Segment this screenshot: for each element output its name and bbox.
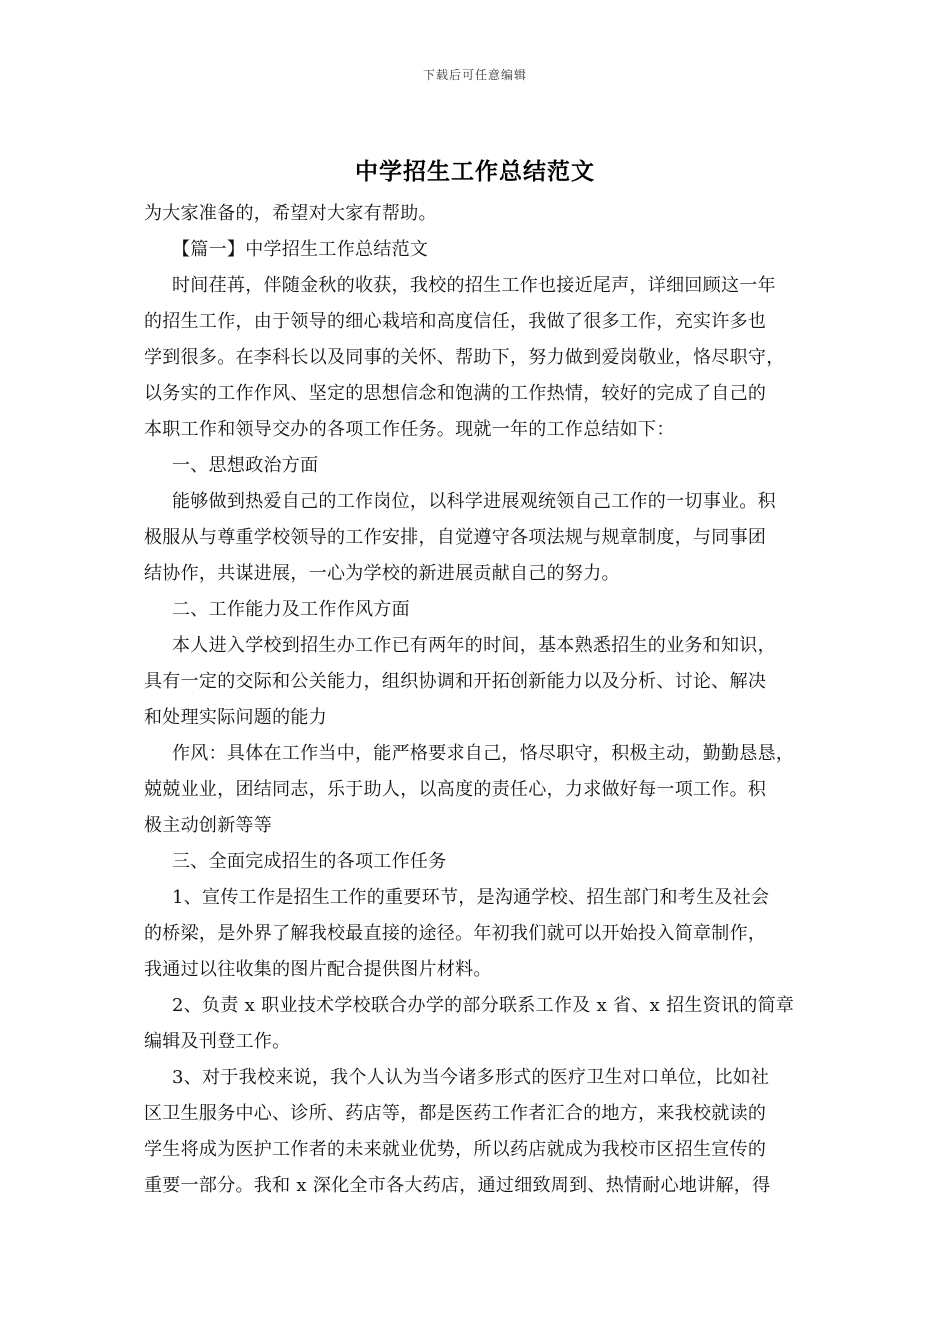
body-line: 的桥梁，是外界了解我校最直接的途径。年初我们就可以开始投入简章制作， <box>144 923 767 944</box>
body-line: 为大家准备的，希望对大家有帮助。 <box>144 203 437 224</box>
body-line: 本职工作和领导交办的各项工作任务。现就一年的工作总结如下： <box>144 419 675 440</box>
body-line: 能够做到热爱自己的工作岗位，以科学进展观统领自己工作的一切事业。积 <box>172 491 776 512</box>
body-line: 重要一部分。我和 x 深化全市各大药店，通过细致周到、热情耐心地讲解，得 <box>144 1175 771 1196</box>
body-line: 1、宣传工作是招生工作的重要环节，是沟通学校、招生部门和考生及社会 <box>172 887 770 908</box>
body-line: 三、全面完成招生的各项工作任务 <box>172 851 447 872</box>
body-line: 二、工作能力及工作作风方面 <box>172 599 410 620</box>
header-note: 下载后可任意编辑 <box>422 68 527 82</box>
body-line: 极服从与尊重学校领导的工作安排，自觉遵守各项法规与规章制度，与同事团 <box>144 527 767 548</box>
body-line: 学到很多。在李科长以及同事的关怀、帮助下，努力做到爱岗敬业，恪尽职守， <box>144 347 785 368</box>
document-title: 中学招生工作总结范文 <box>355 158 595 185</box>
body-line: 具有一定的交际和公关能力，组织协调和开拓创新能力以及分析、讨论、解决 <box>144 671 767 692</box>
body-line: 我通过以往收集的图片配合提供图片材料。 <box>144 959 492 980</box>
body-line: 时间荏苒，伴随金秋的收获，我校的招生工作也接近尾声，详细回顾这一年 <box>172 275 776 296</box>
body-line: 兢兢业业，团结同志，乐于助人，以高度的责任心，力求做好每一项工作。积 <box>144 779 767 800</box>
body-line: 学生将成为医护工作者的未来就业优势，所以药店就成为我校市区招生宣传的 <box>144 1139 767 1160</box>
body-line: 区卫生服务中心、诊所、药店等，都是医药工作者汇合的地方，来我校就读的 <box>144 1103 767 1124</box>
body-line: 2、负责 x 职业技术学校联合办学的部分联系工作及 x 省、x 招生资讯的简章 <box>172 995 795 1016</box>
body-line: 的招生工作，由于领导的细心栽培和高度信任，我做了很多工作，充实许多也 <box>144 311 767 332</box>
body-line: 极主动创新等等 <box>144 815 273 836</box>
document-body <box>144 196 810 1204</box>
body-line: 和处理实际问题的能力 <box>144 707 327 728</box>
body-line: 【篇一】中学招生工作总结范文 <box>172 239 429 260</box>
body-line: 以务实的工作作风、坚定的思想信念和饱满的工作热情，较好的完成了自己的 <box>144 383 767 404</box>
body-line: 本人进入学校到招生办工作已有两年的时间，基本熟悉招生的业务和知识， <box>172 635 776 656</box>
body-line: 编辑及刊登工作。 <box>144 1031 291 1052</box>
body-line: 一、思想政治方面 <box>172 455 319 476</box>
body-line: 作风：具体在工作当中，能严格要求自己，恪尽职守，积极主动，勤勤恳恳， <box>172 743 795 764</box>
body-line: 3、对于我校来说，我个人认为当今诸多形式的医疗卫生对口单位，比如社 <box>172 1067 770 1088</box>
body-line: 结协作，共谋进展，一心为学校的新进展贡献自己的努力。 <box>144 563 620 584</box>
